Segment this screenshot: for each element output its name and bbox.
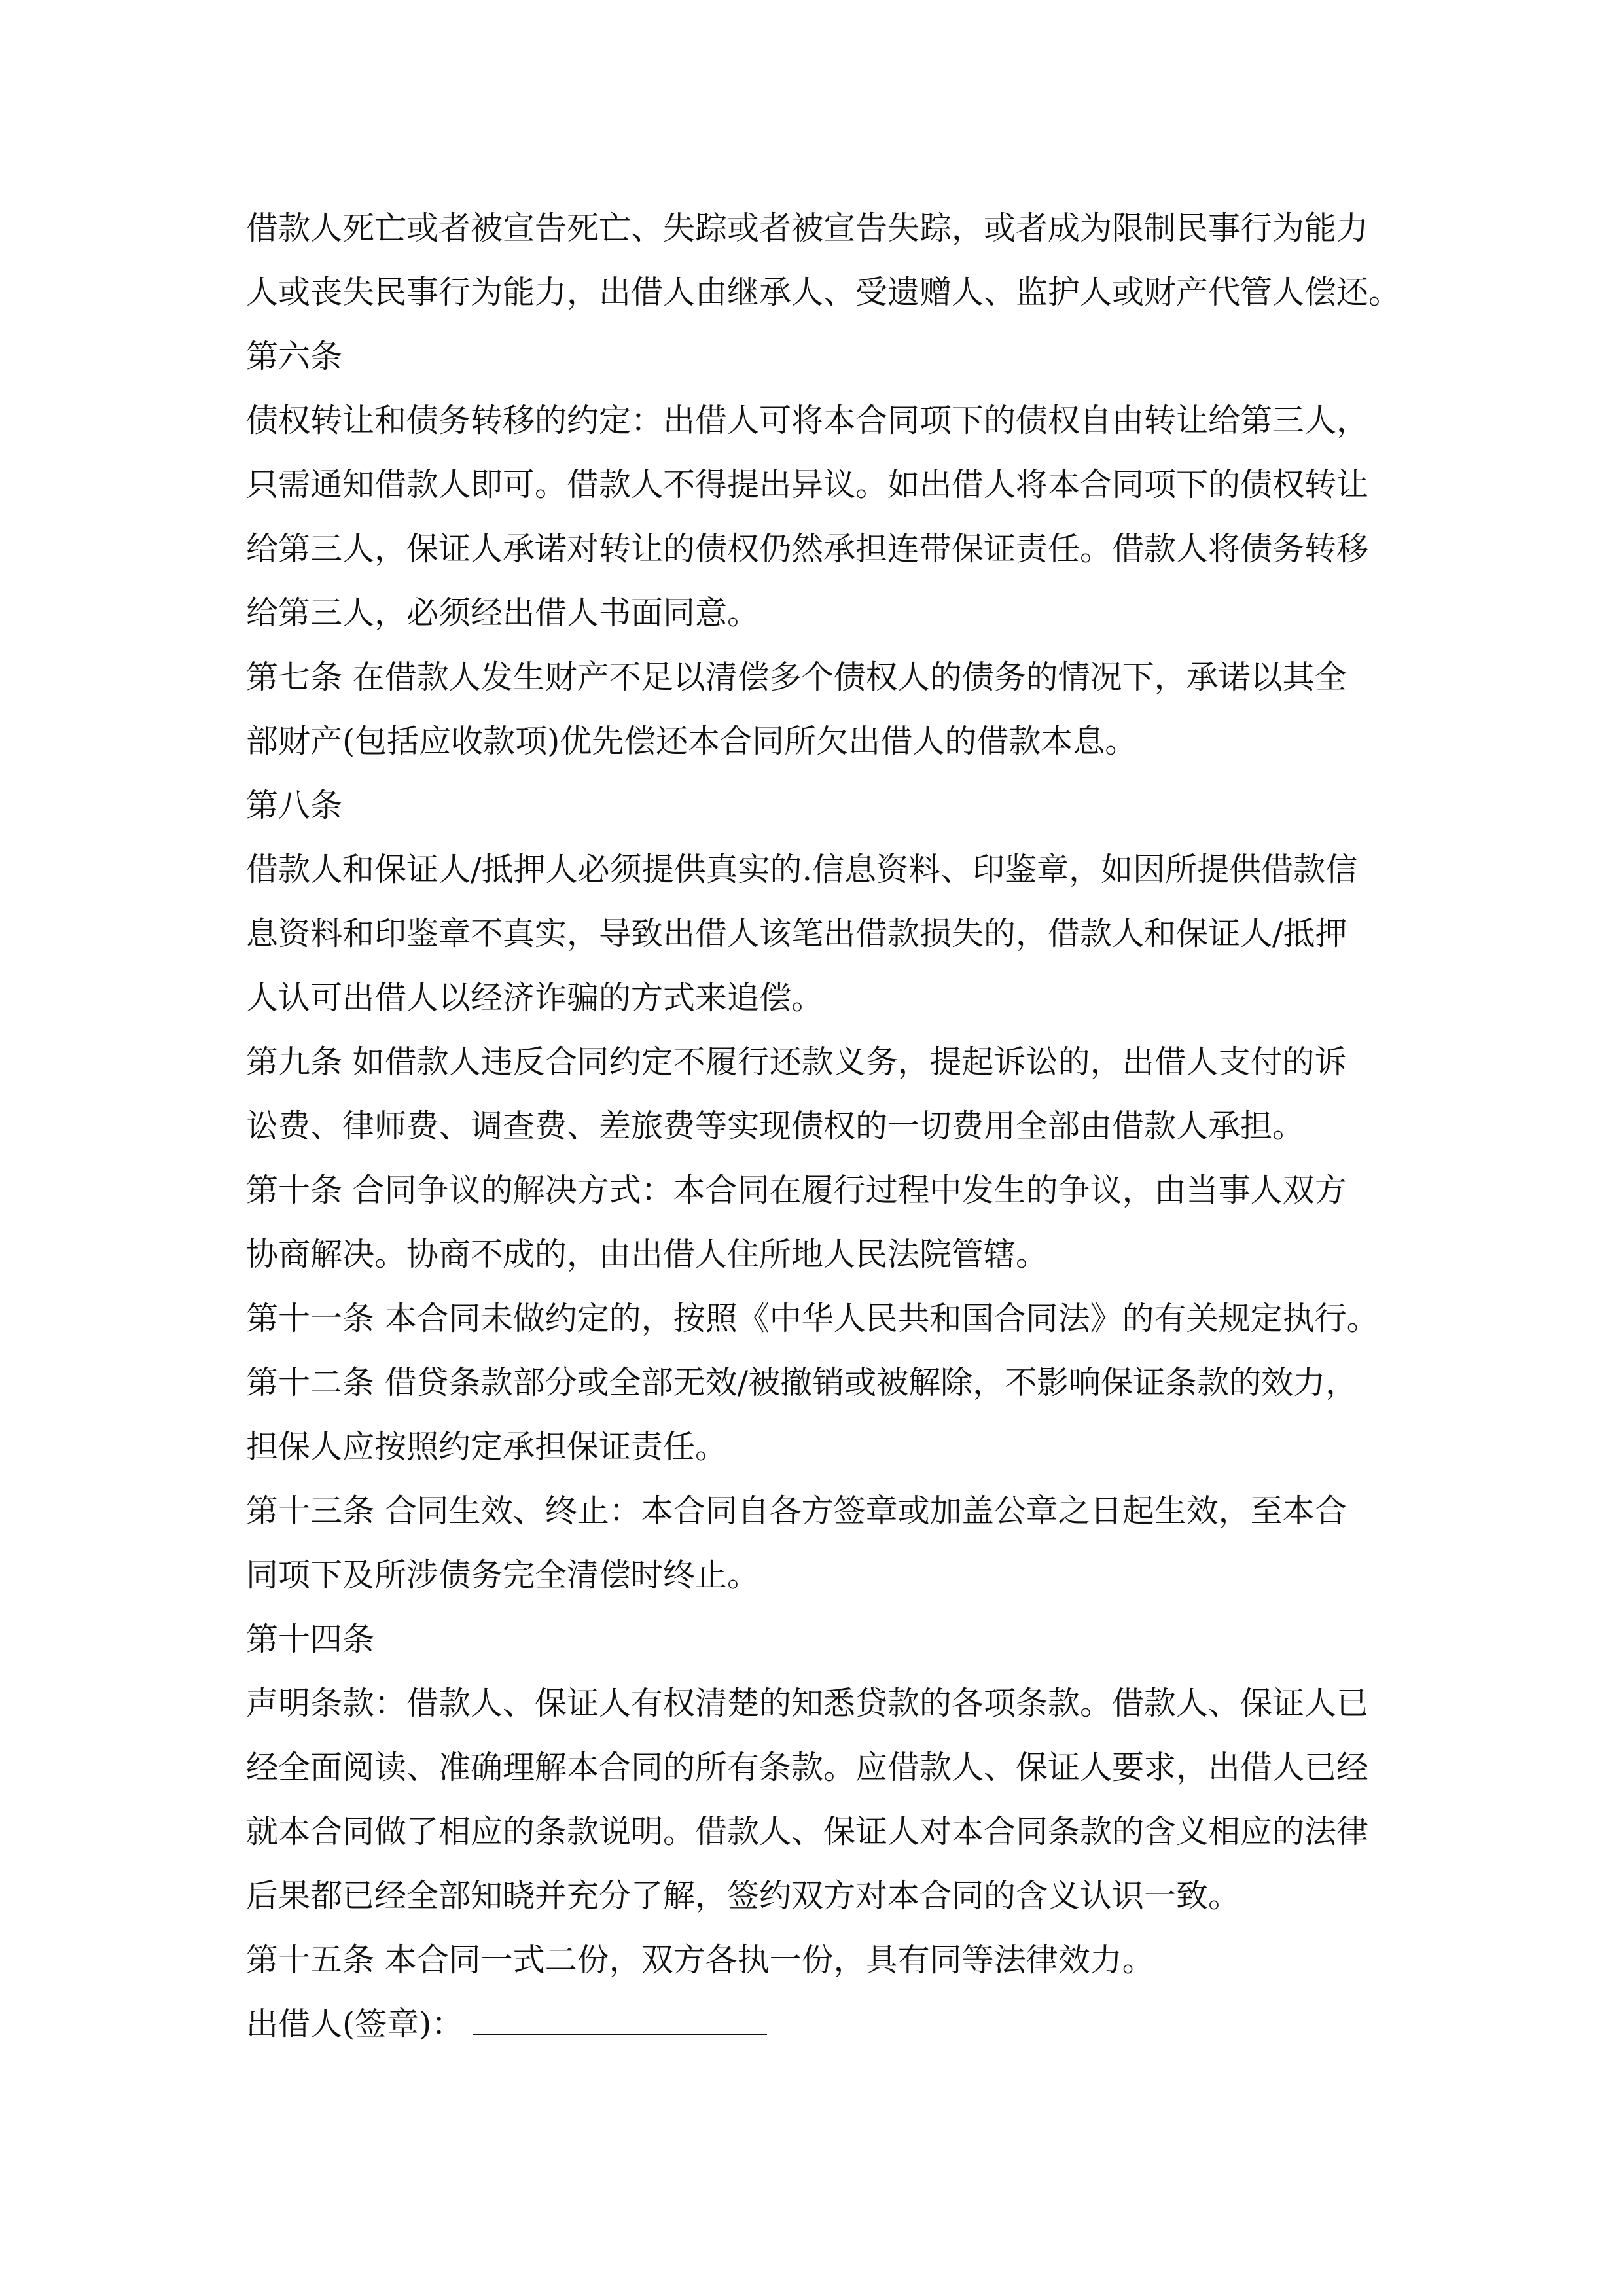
signature-blank[interactable]	[473, 1994, 767, 2035]
text-line: 第七条 在借款人发生财产不足以清偿多个债权人的债务的情况下，承诺以其全	[246, 658, 1347, 696]
text-line: 担保人应按照约定承担保证责任。	[246, 1428, 728, 1465]
text-line: 借款人死亡或者被宣告死亡、失踪或者被宣告失踪，或者成为限制民事行为能力	[246, 209, 1369, 247]
text-line: 第九条 如借款人违反合同约定不履行还款义务，提起诉讼的，出借人支付的诉	[246, 1043, 1347, 1081]
contract-text	[246, 196, 1401, 2056]
text-line: 第十一条 本合同未做约定的，按照《中华人民共和国合同法》的有关规定执行。	[246, 1300, 1379, 1337]
text-line: 人认可出借人以经济诈骗的方式来追偿。	[246, 979, 824, 1016]
text-line: 债权转让和债务转移的约定：出借人可将本合同项下的债权自由转让给第三人，	[246, 402, 1369, 439]
signature-row	[246, 1992, 1398, 2056]
text-line: 声明条款：借款人、保证人有权清楚的知悉贷款的各项条款。借款人、保证人已	[246, 1685, 1369, 1722]
text-line: 只需通知借款人即可。借款人不得提出异议。如出借人将本合同项下的债权转让	[246, 466, 1369, 503]
text-line: 协商解决。协商不成的，由出借人住所地人民法院管辖。	[246, 1236, 1048, 1273]
text-line: 第十条 合同争议的解决方式：本合同在履行过程中发生的争议，由当事人双方	[246, 1172, 1347, 1209]
text-line: 息资料和印鉴章不真实，导致出借人该笔出借款损失的，借款人和保证人/抵押	[246, 915, 1347, 952]
text-line: 部财产(包括应收款项)优先偿还本合同所欠出借人的借款本息。	[246, 723, 1137, 760]
text-line: 第十三条 合同生效、终止：本合同自各方签章或加盖公章之日起生效，至本合	[246, 1492, 1347, 1530]
text-line: 就本合同做了相应的条款说明。借款人、保证人对本合同条款的含义相应的法律	[246, 1813, 1369, 1850]
text-line: 第十五条 本合同一式二份，双方各执一份，具有同等法律效力。	[246, 1941, 1154, 1979]
text-line: 给第三人，保证人承诺对转让的债权仍然承担连带保证责任。借款人将债务转移	[246, 530, 1369, 567]
text-line: 同项下及所涉债务完全清偿时终止。	[246, 1556, 760, 1594]
text-line: 讼费、律师费、调查费、差旅费等实现债权的一切费用全部由借款人承担。	[246, 1107, 1305, 1145]
text-line: 给第三人，必须经出借人书面同意。	[246, 594, 760, 632]
text-line: 第十二条 借贷条款部分或全部无效/被撤销或被解除，不影响保证条款的效力，	[246, 1364, 1358, 1401]
text-line: 经全面阅读、准确理解本合同的所有条款。应借款人、保证人要求，出借人已经	[246, 1749, 1369, 1786]
signature-label: 出借人(签章)：	[246, 2005, 464, 2043]
text-line: 借款人和保证人/抵押人必须提供真实的.信息资料、印鉴章，如因所提供借款信	[246, 851, 1358, 888]
article-heading: 第六条	[246, 338, 343, 375]
article-heading: 第十四条	[246, 1621, 375, 1658]
article-heading: 第八条	[246, 787, 343, 824]
text-line: 人或丧失民事行为能力，出借人由继承人、受遗赠人、监护人或财产代管人偿还。	[246, 274, 1401, 311]
text-line: 后果都已经全部知晓并充分了解，签约双方对本合同的含义认识一致。	[246, 1877, 1241, 1914]
